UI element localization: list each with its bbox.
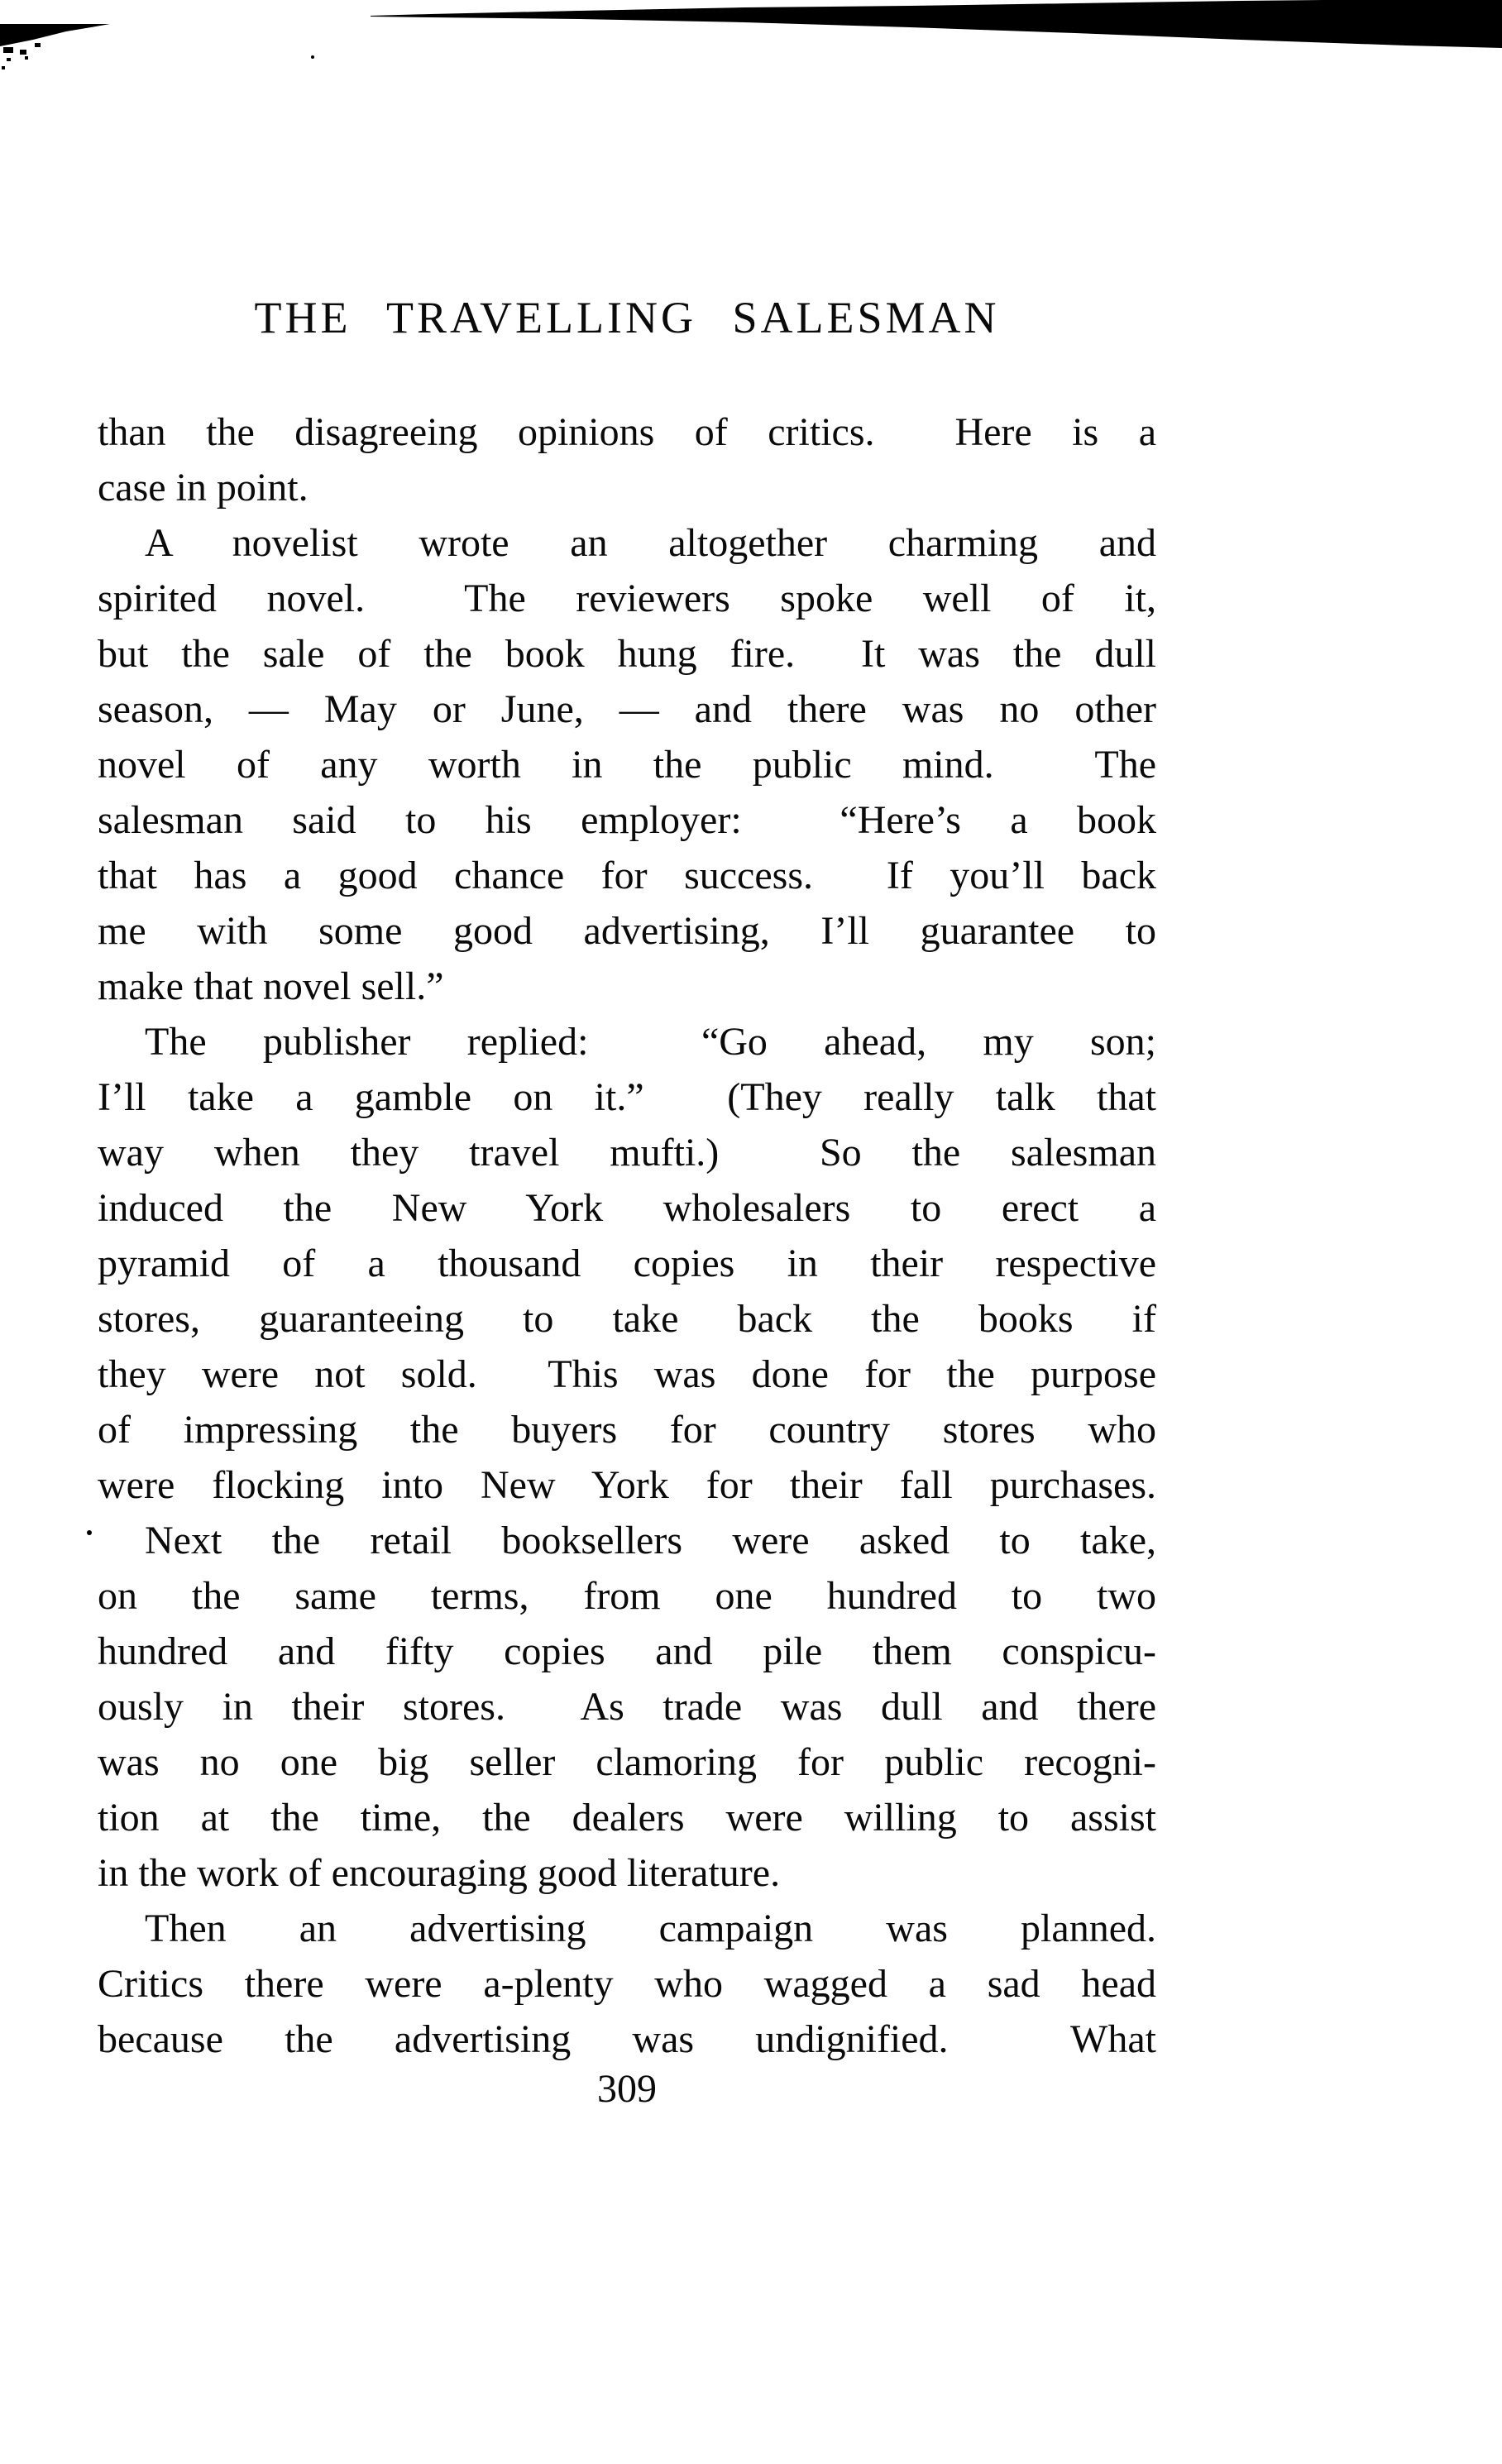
text-line: Then an advertising campaign was planned. xyxy=(145,1907,1156,1950)
text-line: novel of any worth in the public mind. The xyxy=(98,743,1156,787)
text-line: were flocking into New York for their fall purchases. xyxy=(98,1463,1156,1507)
text-line: was no one big seller clamoring for public recogni- xyxy=(98,1740,1156,1784)
text-line: Next the retail booksellers were asked to take, xyxy=(145,1519,1156,1562)
text-line: but the sale of the book hung fire. It was the dull xyxy=(98,632,1156,676)
text-line: of impressing the buyers for country stores who xyxy=(98,1408,1156,1452)
page-body xyxy=(98,404,1156,2067)
text-line: in the work of encouraging good literature. xyxy=(98,1851,781,1895)
text-line: induced the New York wholesalers to erect a xyxy=(98,1186,1156,1230)
text-line: stores, guaranteeing to take back the books if xyxy=(98,1297,1156,1341)
scan-artifact-top-right xyxy=(371,0,1502,48)
text-line: they were not sold. This was done for the purpose xyxy=(98,1352,1156,1396)
text-line: me with some good advertising, I’ll guarantee to xyxy=(98,909,1156,953)
text-line: pyramid of a thousand copies in their respective xyxy=(98,1242,1156,1285)
scan-speck xyxy=(3,47,13,53)
text-line: The publisher replied: “Go ahead, my son; xyxy=(145,1020,1156,1064)
text-line: way when they travel mufti.) So the salesman xyxy=(98,1131,1156,1175)
text-line: I’ll take a gamble on it.” (They really talk that xyxy=(98,1075,1156,1119)
page-number: 309 xyxy=(597,2067,657,2111)
text-line: hundred and fifty copies and pile them conspicu- xyxy=(98,1629,1156,1673)
text-line: because the advertising was undignified. What xyxy=(98,2017,1156,2061)
text-line: ously in their stores. As trade was dull and there xyxy=(98,1685,1156,1729)
scan-speck xyxy=(2,66,5,69)
text-line: make that novel sell.” xyxy=(98,964,444,1008)
scan-artifact-top-left xyxy=(0,24,110,46)
text-line: that has a good chance for success. If you’ll back xyxy=(98,854,1156,897)
text-line: A novelist wrote an altogether charming and xyxy=(145,521,1156,565)
text-line: season, — May or June, — and there was no other xyxy=(98,687,1156,731)
scan-speck xyxy=(20,50,26,55)
text-line: than the disagreeing opinions of critics. Here is a xyxy=(98,410,1156,454)
page-title: THE TRAVELLING SALESMAN xyxy=(254,293,1000,342)
text-line: case in point. xyxy=(98,466,309,510)
text-line: salesman said to his employer: “Here’s a book xyxy=(98,798,1156,842)
text-line: spirited novel. The reviewers spoke well of it, xyxy=(98,577,1156,620)
scan-speck xyxy=(35,43,41,47)
text-line: Critics there were a-plenty who wagged a sad head xyxy=(98,1962,1156,2006)
text-line: on the same terms, from one hundred to two xyxy=(98,1574,1156,1618)
scan-speck xyxy=(311,55,314,59)
scan-speck xyxy=(87,1530,92,1535)
text-line: tion at the time, the dealers were willing to assist xyxy=(98,1796,1156,1840)
scan-speck xyxy=(25,56,28,60)
scan-speck xyxy=(7,58,11,61)
